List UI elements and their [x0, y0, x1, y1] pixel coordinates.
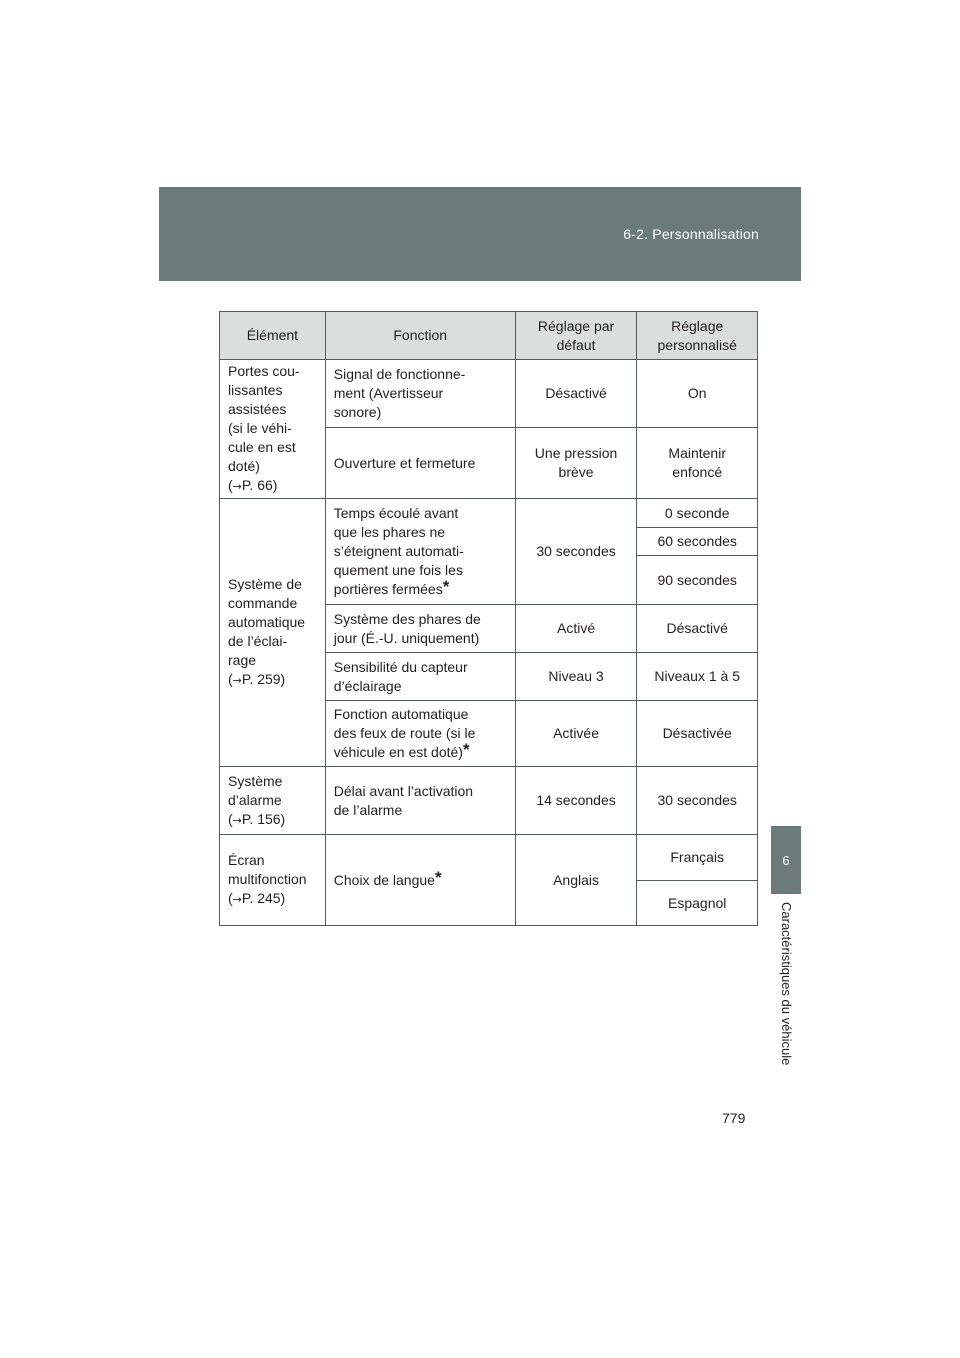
function-text: Choix de langue — [333, 871, 435, 888]
custom-cell: Désactivée — [637, 701, 758, 767]
custom-cell: 60 secondes — [637, 528, 758, 556]
footnote-star: * — [442, 577, 450, 596]
table-row — [220, 360, 758, 428]
header-custom-text: Réglage personnalisé — [657, 317, 737, 353]
default-cell: Niveau 3 — [515, 653, 637, 701]
element-label: Système d’alarme — [228, 772, 283, 808]
page-number: 779 — [722, 1110, 746, 1126]
function-cell: Signal de fonctionne- ment (Avertisseur sonore) — [325, 360, 515, 428]
element-cell: Portes cou- lissantes assistées (si le véhi- cule en est doté) (→P. 66) — [220, 360, 326, 499]
footnote-star: * — [462, 740, 470, 759]
page-ref: P. 156) — [241, 810, 286, 827]
custom-cell: 90 secondes — [637, 556, 758, 605]
default-cell: Activée — [515, 701, 637, 767]
page-ref: P. 66) — [241, 477, 278, 493]
custom-cell: On — [637, 360, 758, 428]
chapter-tab — [771, 826, 801, 894]
header-default-text: Réglage par défaut — [537, 317, 615, 353]
table-row — [220, 499, 758, 528]
element-cell: Système de commande automatique de l’éclai- rage (→P. 259) — [220, 499, 326, 767]
section-header — [159, 187, 801, 281]
page-ref: P. 245) — [241, 890, 286, 906]
custom-cell: Français — [637, 835, 758, 881]
footnote-star: * — [434, 867, 442, 887]
function-cell: Sensibilité du capteur d’éclairage — [325, 653, 515, 701]
header-element: Élément — [220, 312, 326, 360]
table-row — [220, 835, 758, 881]
function-cell — [325, 835, 515, 926]
custom-cell: 0 seconde — [637, 499, 758, 528]
function-cell — [325, 701, 515, 767]
section-title: 6-2. Personnalisation — [623, 226, 759, 242]
default-cell: Désactivé — [515, 360, 637, 428]
default-cell: Anglais — [515, 835, 637, 926]
customization-table — [219, 311, 758, 926]
custom-cell: Espagnol — [637, 881, 758, 926]
function-cell: Ouverture et fermeture — [325, 428, 515, 499]
arrow-icon: → — [232, 674, 242, 687]
custom-cell: Niveaux 1 à 5 — [637, 653, 758, 701]
arrow-icon: → — [232, 813, 242, 827]
function-cell: Système des phares de jour (É.-U. uniquement) — [325, 605, 515, 653]
chapter-number: 6 — [782, 852, 790, 868]
element-label: Portes cou- lissantes assistées (si le véhi- cule en est doté) — [228, 363, 300, 474]
element-cell: Écran multifonction (→P. 245) — [220, 835, 326, 926]
function-cell — [325, 499, 515, 605]
custom-cell: Maintenir enfoncé — [637, 428, 758, 499]
function-cell: Délai avant l’activation de l’alarme — [325, 767, 515, 835]
function-text: Temps écoulé avant que les phares ne s’éteignent automati- quement une fois les portières fermées — [333, 505, 464, 597]
page-ref: P. 259) — [241, 671, 286, 687]
header-default — [515, 312, 637, 360]
table-row — [220, 767, 758, 835]
element-label: Système de commande automatique de l’éclai- rage — [228, 576, 306, 668]
custom-cell: Désactivé — [637, 605, 758, 653]
arrow-icon: → — [232, 480, 242, 493]
element-cell: Système d’alarme (→P. 156) — [220, 767, 326, 835]
element-label: Écran multifonction — [228, 852, 307, 887]
header-custom — [637, 312, 758, 360]
chapter-title: Caractéristiques du véhicule — [779, 902, 794, 1066]
default-cell: Activé — [515, 605, 637, 653]
table-header-row — [220, 312, 758, 360]
header-function: Fonction — [325, 312, 515, 360]
function-text: Fonction automatique des feux de route (si le véhicule en est doté) — [333, 706, 476, 760]
default-cell: 30 secondes — [515, 499, 637, 605]
arrow-icon: → — [232, 893, 242, 906]
default-cell: Une pression brève — [515, 428, 637, 499]
custom-cell: 30 secondes — [637, 767, 758, 835]
default-cell: 14 secondes — [515, 767, 637, 835]
